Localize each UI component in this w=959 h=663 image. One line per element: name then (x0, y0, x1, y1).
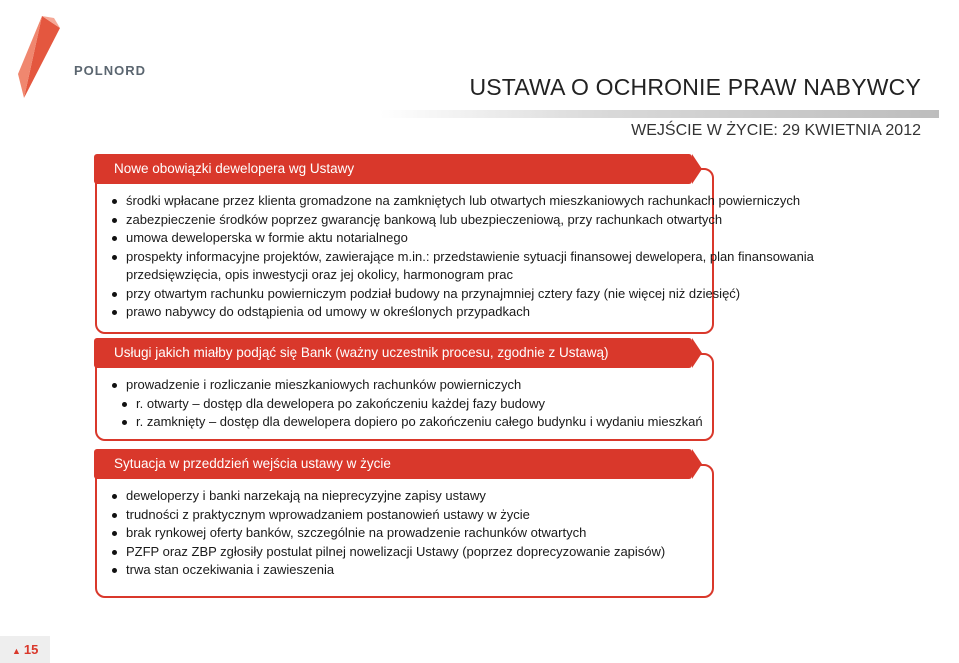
list-item: zabezpieczenie środków poprzez gwarancję bankową lub ubezpieczeniową, przy rachunkach otwartych (112, 211, 852, 230)
situation-list (112, 487, 852, 580)
title-divider (380, 110, 939, 118)
list-item: umowa deweloperska w formie aktu notarialnego (112, 229, 852, 248)
list-item: prowadzenie i rozliczanie mieszkaniowych rachunków powierniczych (112, 376, 852, 395)
section-header-arrow (692, 338, 702, 368)
obligations-list (112, 192, 852, 322)
triangle-icon: ▲ (12, 646, 21, 656)
section-header-arrow (692, 449, 702, 479)
page-subtitle: WEJŚCIE W ŻYCIE: 29 KWIETNIA 2012 (631, 122, 921, 139)
page-number-value: 15 (23, 642, 39, 657)
page-number (12, 642, 38, 657)
list-item: deweloperzy i banki narzekają na nieprecyzyjne zapisy ustawy (112, 487, 852, 506)
polnord-logo (14, 14, 144, 104)
list-item: PZFP oraz ZBP zgłosiły postulat pilnej nowelizacji Ustawy (poprzez doprecyzowanie zapisów) (112, 543, 852, 562)
list-item: trwa stan oczekiwania i zawieszenia (112, 561, 852, 580)
list-item: r. zamknięty – dostęp dla dewelopera dopiero po zakończeniu całego budynku i wydaniu mieszkań (122, 413, 852, 432)
section-header-bank-services: Usługi jakich miałby podjąć się Bank (ważny uczestnik procesu, zgodnie z Ustawą) (94, 338, 692, 368)
list-item: prawo nabywcy do odstąpienia od umowy w określonych przypadkach (112, 303, 852, 322)
list-item: środki wpłacane przez klienta gromadzone na zamkniętych lub otwartych mieszkaniowych rachunkach powierniczych (112, 192, 852, 211)
section-header-situation: Sytuacja w przeddzień wejścia ustawy w życie (94, 449, 692, 479)
page-title: USTAWA O OCHRONIE PRAW NABYWCY (469, 74, 921, 100)
polnord-logo-mark (14, 14, 74, 104)
logo-text: POLNORD (74, 63, 146, 78)
bank-services-list (112, 376, 852, 432)
section-header-arrow (692, 154, 702, 184)
list-item: brak rynkowej oferty banków, szczególnie na prowadzenie rachunków otwartych (112, 524, 852, 543)
list-item: przy otwartym rachunku powierniczym podział budowy na przynajmniej cztery fazy (nie więcej niż dziesięć) (112, 285, 852, 304)
section-header-obligations: Nowe obowiązki dewelopera wg Ustawy (94, 154, 692, 184)
list-item: trudności z praktycznym wprowadzaniem postanowień ustawy w życie (112, 506, 852, 525)
list-item: prospekty informacyjne projektów, zawierające m.in.: przedstawienie sytuacji finansowej dewelopera, plan finansowania przedsięwzięcia, opis inwestycji oraz jej okolicy, harmonogram prac (112, 248, 852, 285)
list-item: r. otwarty – dostęp dla dewelopera po zakończeniu każdej fazy budowy (122, 395, 852, 414)
